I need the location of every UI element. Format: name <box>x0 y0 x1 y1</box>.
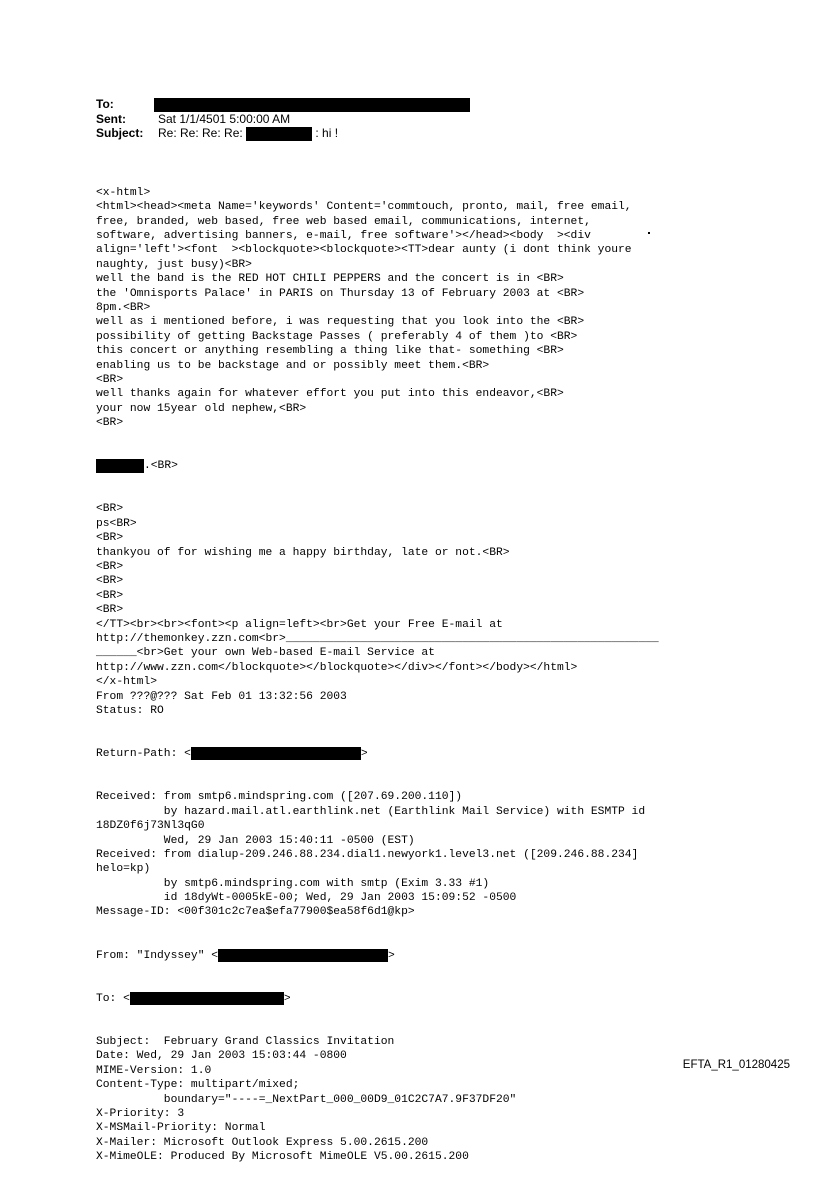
body-line: Message-ID: <00f301c2c7ea$efa77900$ea58f6d1@kp> <box>96 906 415 919</box>
return-path-line <box>96 747 736 761</box>
body-line: MIME-Version: 1.0 <box>96 1064 212 1077</box>
body-line: helo=kp) <box>96 863 151 876</box>
redaction-subject <box>246 127 312 141</box>
redaction-to <box>154 98 470 112</box>
email-body <box>96 157 736 1179</box>
body-line: this concert or anything resembling a thing like that- something <BR> <box>96 345 564 358</box>
body-line: ______<br>Get your own Web-based E-mail Service at <box>96 647 435 660</box>
body-part-1 <box>96 186 736 431</box>
body-line: naughty, just busy)<BR> <box>96 258 252 271</box>
sent-row <box>96 112 290 126</box>
body-line: Date: Wed, 29 Jan 2003 15:03:44 -0800 <box>96 1050 347 1063</box>
body-line: <x-html> <box>96 186 151 199</box>
body-line: From ???@??? Sat Feb 01 13:32:56 2003 <box>96 690 347 703</box>
body-line: X-Mailer: Microsoft Outlook Express 5.00.2615.200 <box>96 1136 429 1149</box>
return-path-end: > <box>360 748 368 761</box>
body-line: by smtp6.mindspring.com with smtp (Exim 3.33 #1) <box>96 877 490 890</box>
body-line: Received: from smtp6.mindspring.com ([207.69.200.110]) <box>96 791 463 804</box>
body-line: </TT><br><br><font><p align=left><br>Get your Free E-mail at <box>96 618 503 631</box>
redaction-return-path <box>191 747 361 760</box>
body-part-2 <box>96 502 736 718</box>
body-line: <BR> <box>96 417 124 430</box>
to2-line <box>96 992 736 1006</box>
body-line: <BR> <box>96 604 124 617</box>
from-end: > <box>388 949 395 962</box>
body-line: 18DZ0f6j73Nl3qG0 <box>96 820 205 833</box>
body-line: Wed, 29 Jan 2003 15:40:11 -0500 (EST) <box>96 834 415 847</box>
body-line: well thanks again for whatever effort you put into this endeavor,<BR> <box>96 388 564 401</box>
to-row <box>96 97 470 112</box>
redaction-to2 <box>130 992 284 1005</box>
body-line: thankyou of for wishing me a happy birthday, late or not.<BR> <box>96 546 510 559</box>
stray-mark <box>648 232 650 234</box>
sent-label: Sent: <box>96 112 126 126</box>
from-label: From: "Indyssey" < <box>96 949 219 962</box>
body-part-3 <box>96 790 736 920</box>
body-line: software, advertising banners, e-mail, free software'></head><body ><div <box>96 229 591 242</box>
body-line: <BR> <box>96 373 124 386</box>
body-line: boundary="----=_NextPart_000_00D9_01C2C7A7.9F37DF20" <box>96 1093 517 1106</box>
body-line: by hazard.mail.atl.earthlink.net (Earthlink Mail Service) with ESMTP id <box>96 805 646 818</box>
signature-line <box>96 459 736 473</box>
signature-suffix: .<BR> <box>144 460 178 473</box>
subject-row <box>96 126 338 141</box>
subject-prefix: Re: Re: Re: Re: <box>158 126 243 140</box>
to-label: To: <box>96 97 114 111</box>
subject-suffix: : hi ! <box>315 126 339 140</box>
body-line: <html><head><meta Name='keywords' Content='commtouch, pronto, mail, free email, <box>96 201 632 214</box>
body-line: ps<BR> <box>96 517 137 530</box>
return-path-label: Return-Path: < <box>96 748 191 761</box>
body-line: enabling us to be backstage and or possibly meet them.<BR> <box>96 359 490 372</box>
body-line: <BR> <box>96 589 124 602</box>
body-line: Received: from dialup-209.246.88.234.dial1.newyork1.level3.net ([209.246.88.234] <box>96 848 639 861</box>
body-line: http://www.zzn.com</blockquote></blockquote></div></font></body></html> <box>96 661 578 674</box>
body-line: X-MSMail-Priority: Normal <box>96 1122 266 1135</box>
body-part-4 <box>96 1035 736 1165</box>
from-line <box>96 949 736 963</box>
body-line: <BR> <box>96 575 124 588</box>
body-line: Content-Type: multipart/mixed; <box>96 1079 300 1092</box>
body-line: align='left'><font ><blockquote><blockquote><TT>dear aunty (i dont think youre <box>96 244 632 257</box>
redaction-from <box>218 949 388 962</box>
body-line: id 18dyWt-0005kE-00; Wed, 29 Jan 2003 15:09:52 -0500 <box>96 892 517 905</box>
body-line: Status: RO <box>96 704 164 717</box>
body-line: well the band is the RED HOT CHILI PEPPERS and the concert is in <BR> <box>96 273 564 286</box>
body-line: possibility of getting Backstage Passes ( preferably 4 of them )to <BR> <box>96 330 578 343</box>
body-line: </x-html> <box>96 676 158 689</box>
body-line: 8pm.<BR> <box>96 301 151 314</box>
body-line: well as i mentioned before, i was requesting that you look into the <BR> <box>96 316 585 329</box>
body-line: <BR> <box>96 561 124 574</box>
body-line: X-MimeOLE: Produced By Microsoft MimeOLE V5.00.2615.200 <box>96 1151 469 1164</box>
body-line: <BR> <box>96 503 124 516</box>
body-line: free, branded, web based, free web based email, communications, internet, <box>96 215 591 228</box>
body-line: your now 15year old nephew,<BR> <box>96 402 307 415</box>
subject-label: Subject: <box>96 126 144 140</box>
to2-label: To: < <box>96 992 130 1005</box>
body-line: X-Priority: 3 <box>96 1108 185 1121</box>
sent-value: Sat 1/1/4501 5:00:00 AM <box>158 112 291 126</box>
document-id: EFTA_R1_01280425 <box>682 1059 790 1071</box>
redaction-signature <box>96 459 144 473</box>
body-line: Subject: February Grand Classics Invitation <box>96 1036 395 1049</box>
body-line: the 'Omnisports Palace' in PARIS on Thursday 13 of February 2003 at <BR> <box>96 287 585 300</box>
to2-end: > <box>283 992 291 1005</box>
body-line: http://themonkey.zzn.com<br>_______________________________________________________ <box>96 632 659 645</box>
body-line: <BR> <box>96 532 124 545</box>
